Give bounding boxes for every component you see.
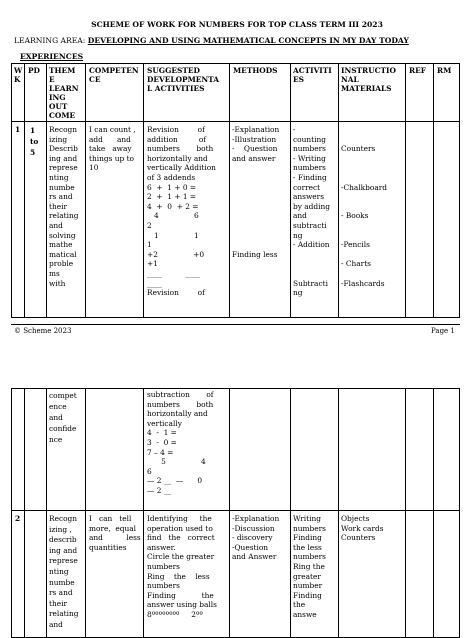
row1-methods: -Explanation -Illustration - Question and answer Finding less: [232, 125, 280, 259]
header-suggested-activities: SUGGESTED DEVELOPMENTA L ACTIVITIES: [147, 66, 220, 93]
header-wk: W K: [14, 66, 23, 84]
header-ref: REF: [409, 66, 427, 75]
row1-materials: Counters -Chalkboard - Books -Pencils - Charts -Flashcards: [341, 144, 388, 288]
row2-materials: Objects Work cards Counters: [341, 514, 384, 543]
footer-page: Page 1: [431, 327, 455, 335]
row2-methods: -Explanation -Discussion - discovery -Question and Answer: [232, 514, 280, 562]
row1-week: 1: [15, 125, 21, 134]
footer-copyright: © Scheme 2023: [14, 327, 72, 335]
row2-competence: I can tell more, equal and less quantities: [89, 514, 141, 552]
row1-competence: I can count , add and take away things up to 10: [89, 125, 136, 173]
learning-area-label: LEARNING AREA:: [14, 36, 88, 45]
learning-area-value: DEVELOPING AND USING MATHEMATICAL CONCEPTS IN MY DAY TODAY: [87, 36, 409, 45]
row1-activities2: - counting numbers - Writing numbers - Finding correct answers by adding and subtracti ng - Addition Subtracti ng: [293, 125, 330, 298]
header-rm: RM: [437, 66, 452, 75]
row2-theme: Recogn izing , describ ing and represe nting numbe rs and their relating and: [49, 514, 79, 629]
row1-theme-continued: compet ence and confide nce: [49, 391, 77, 444]
header-competence: COMPETEN CE: [89, 66, 139, 84]
row1-theme: Recogn izing Describ ing and represe nting numbe rs and their relating and solving mathe matical proble ms with: [49, 125, 79, 288]
row1-period: 1 to 5: [30, 126, 39, 157]
learning-area: [14, 36, 409, 45]
document-title: SCHEME OF WORK FOR NUMBERS FOR TOP CLASS TERM III 2023: [91, 20, 383, 29]
header-theme: THEM E LEARN ING OUT COME: [49, 66, 79, 120]
header-pd: PD: [28, 66, 40, 75]
row1-activities: Revision of addition of numbers both horizontally and vertically Addition of 3 addends 6 + 1 + 0 = 2 + 1 + 1 = 4 + 0 + 2 = 4 6 2 1 1 1 +2 +0 +1 ____ ____ ____ Revision of: [147, 125, 216, 298]
header-materials: INSTRUCTIO NAL MATERIALS: [341, 66, 396, 93]
experiences-label: EXPERIENCES: [20, 52, 84, 61]
row2-activities2: Writing numbers Finding the less numbers Ring the greater number Finding the answe: [293, 514, 326, 619]
row1-activities-continued: subtraction of numbers both horizontally and vertically 4 - 1 = 3 - 0 = 7 – 4 = 5 4 6 — 2 __ — 0 — 2 __: [147, 390, 214, 495]
header-activities: ACTIVITI ES: [293, 66, 332, 84]
row2-activities: Identifying the operation used to find the correct answer. Circle the greater numbers Ring the less numbers Finding the answer using balls 8ºººººººº 2ºº: [147, 514, 217, 619]
row2-week: 2: [15, 514, 21, 523]
header-methods: METHODS: [233, 66, 278, 75]
